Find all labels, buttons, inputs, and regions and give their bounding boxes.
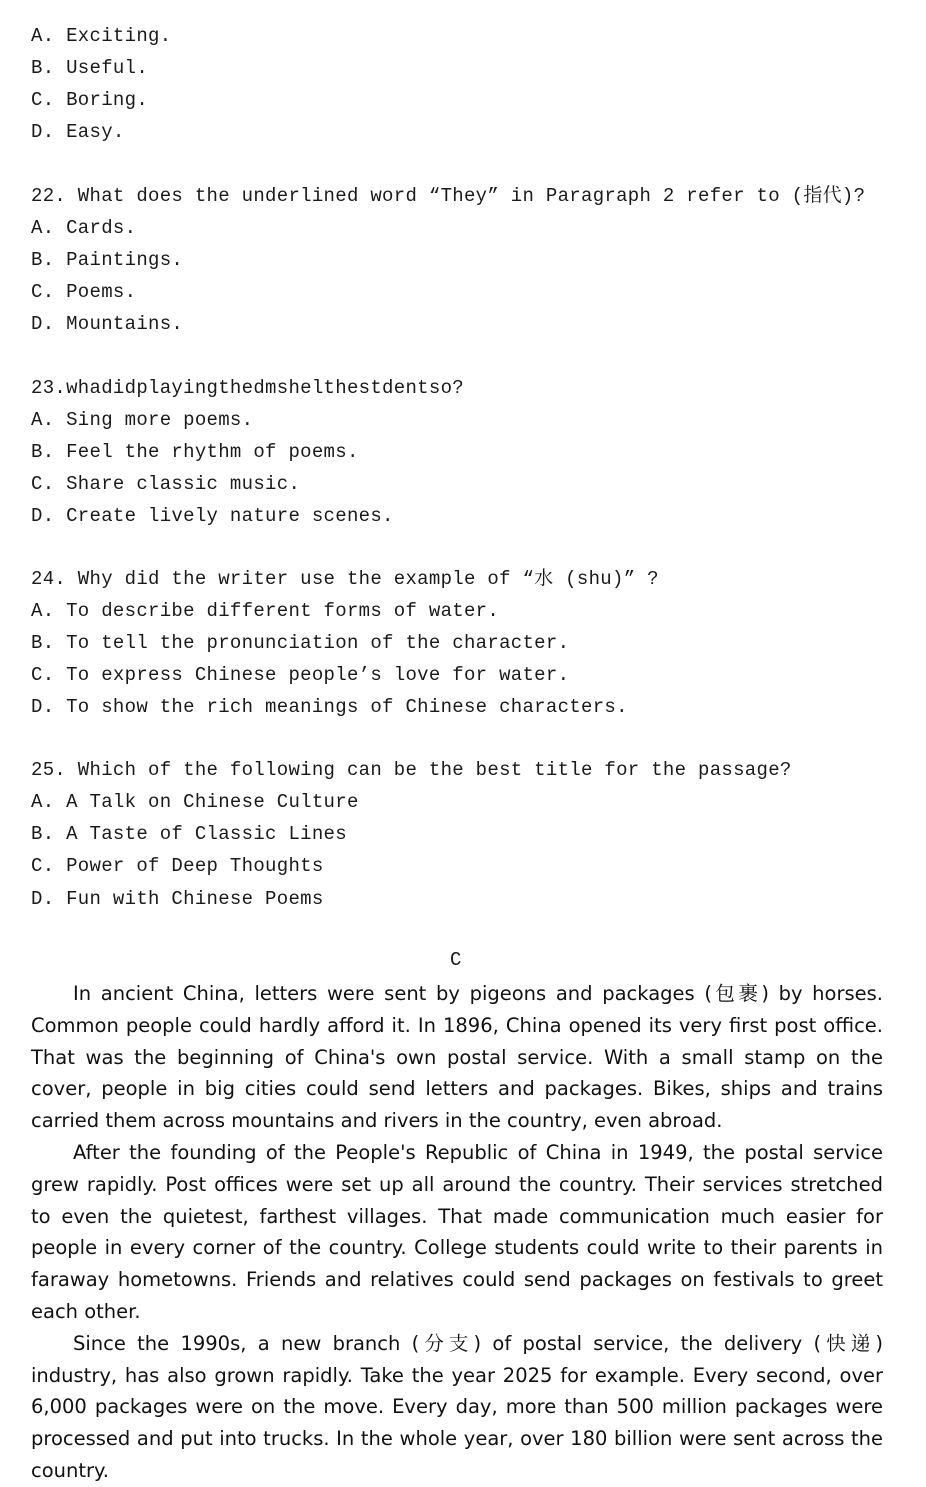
q23-option-d: D. Create lively nature scenes. (31, 505, 394, 527)
q25-option-b: B. A Taste of Classic Lines (31, 823, 347, 845)
q22-option-d: D. Mountains. (31, 313, 184, 335)
passage-c (31, 978, 883, 1487)
q22-option-a: A. Cards. (31, 217, 137, 239)
q22-option-c: C. Poems. (31, 281, 137, 303)
q22-option-b: B. Paintings. (31, 249, 184, 271)
q24-stem: 24. Why did the writer use the example of “水 (shu)” ? (31, 568, 659, 590)
q24-option-c: C. To express Chinese people’s love for water. (31, 664, 570, 686)
q25-option-c: C. Power of Deep Thoughts (31, 855, 324, 877)
passage-paragraph-1: In ancient China, letters were sent by pigeons and packages (包裹) by horses. Common people could hardly afford it. In 1896, China opened its very first post office. That was the beginning of China's own postal service. With a small stamp on the cover, people in big cities could send letters and packages. Bikes, ships and trains carried them across mountains and rivers in the country, even abroad. (31, 982, 883, 1133)
q22-stem: 22. What does the underlined word “They” in Paragraph 2 refer to (指代)? (31, 185, 866, 207)
q21-option-c: C. Boring. (31, 89, 149, 111)
q21-option-d: D. Easy. (31, 121, 125, 143)
q21-option-a: A. Exciting. (31, 25, 172, 47)
q25-stem: 25. Which of the following can be the best title for the passage? (31, 759, 792, 781)
q23-stem: 23.whadidplayingthedmshelthestdentso? (31, 377, 464, 399)
q25-option-d: D. Fun with Chinese Poems (31, 888, 324, 910)
passage-paragraph-3: Since the 1990s, a new branch (分支) of postal service, the delivery (快递) industry, has also grown rapidly. Take the year 2025 for example. Every second, over 6,000 packages were on the move. Every day, more than 500 million packages were processed and put into trucks. In the whole year, over 180 billion were sent across the country. (31, 1331, 883, 1482)
q23-option-b: B. Feel the rhythm of poems. (31, 441, 359, 463)
passage-paragraph-2: After the founding of the People's Republic of China in 1949, the postal service grew rapidly. Post offices were set up all around the country. Their services stretched to even the quietest, farthest villages. That made communication much easier for people in every corner of the country. College students could write to their parents in faraway hometowns. Friends and relatives could send packages on festivals to greet each other. (31, 1140, 883, 1323)
q24-option-b: B. To tell the pronunciation of the character. (31, 632, 570, 654)
section-heading: C (450, 949, 462, 971)
q21-option-b: B. Useful. (31, 57, 149, 79)
q25-option-a: A. A Talk on Chinese Culture (31, 791, 359, 813)
q23-option-a: A. Sing more poems. (31, 409, 254, 431)
q23-option-c: C. Share classic music. (31, 473, 301, 495)
q24-option-a: A. To describe different forms of water. (31, 600, 500, 622)
q24-option-d: D. To show the rich meanings of Chinese characters. (31, 696, 628, 718)
